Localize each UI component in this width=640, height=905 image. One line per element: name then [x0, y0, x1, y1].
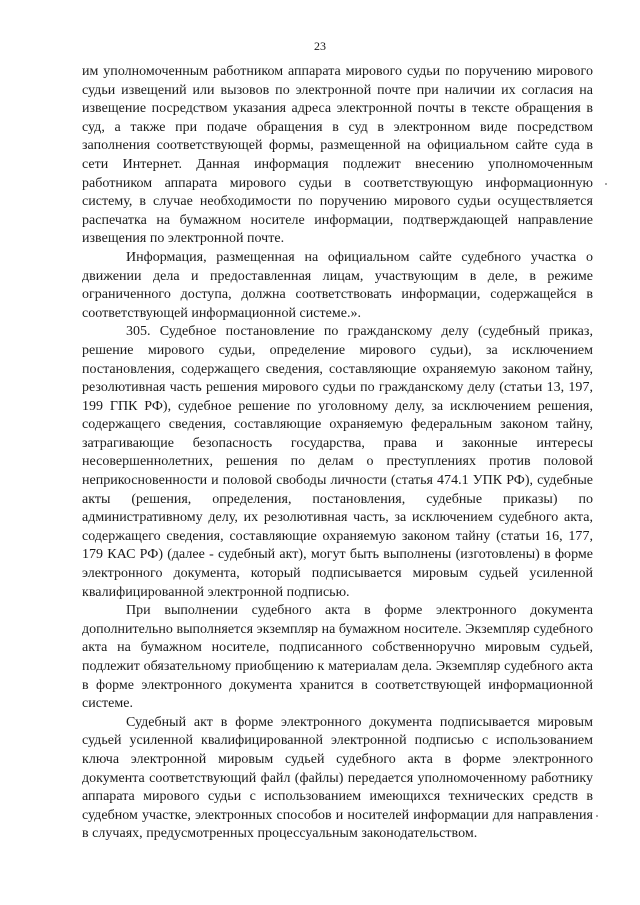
document-body: [82, 63, 593, 844]
paragraph-site-information: Информация, размещенная на официальном сайте судебного участка о движении дела и предоставленная лицам, участвующим в деле, в режиме ограниченного доступа, должна соответствовать информации, содержащейся в соответствующей информационной системе.».: [82, 249, 593, 321]
paragraph-electronic-signing: Судебный акт в форме электронного документа подписывается мировым судьей усиленной квалифицированной электронной подписью с использованием ключа электронной мировым судьей судебного акта в форме электронного документа соответствующий файл (файлы) передается уполномоченному работнику аппарата мирового судьи с использованием имеющихся технических средств в судебном участке, электронных способов и носителей информации для направления в случаях, предусмотренных процессуальным законодательством.: [82, 714, 593, 842]
paragraph-continuation: им уполномоченным работником аппарата мирового судьи по поручению мирового судьи извещений или вызовов по электронной почте при наличии их согласия на извещение посредством указания адреса электронной почты в тексте обращения в суд, а также при подаче обращения в суд в электронном виде посредством заполнения соответствующей формы, размещенной на официальном сайте суда в сети Интернет. Данная информация подлежит внесению уполномоченным работником аппарата мирового судьи в соответствующую информационную систему, в случае необходимости по поручению мирового судьи осуществляется распечатка на бумажном носителе информации, подтверждающей направление извещения по электронной почте.: [82, 64, 593, 247]
page-number: 23: [314, 39, 326, 53]
scan-speck-mark: [605, 183, 607, 185]
scan-speck-mark: [596, 815, 598, 817]
paragraph-paper-copy: При выполнении судебного акта в форме электронного документа дополнительно выполняется экземпляр на бумажном носителе. Экземпляр судебного акта на бумажном носителе, подписанного собственноручно мировым судьей, подлежит обязательному приобщению к материалам дела. Экземпляр судебного акта в форме электронного документа хранится в соответствующей информационной системе.: [82, 603, 593, 712]
paragraph-clause-305: 305. Судебное постановление по гражданскому делу (судебный приказ, решение мирового судьи, определение мирового судьи), за исключением постановления, содержащего сведения, составляющие охраняемую законом тайну, резолютивная часть решения мирового судьи по гражданскому делу (статьи 13, 197, 199 ГПК РФ), судебное решение по уголовному делу, за исключением решения, содержащего сведения, составляющие охраняемую федеральным законом тайну, затрагивающие безопасность государства, права и законные интересы несовершеннолетних, решения по делам о преступлениях против половой неприкосновенности и половой свободы личности (статья 474.1 УПК РФ), судебные акты (решения, определения, постановления, судебные приказы) по административному делу, их резолютивная часть, за исключением судебного акта, содержащего сведения, составляющие охраняемую законом тайну (статьи 16, 177, 179 КАС РФ) (далее - судебный акт), могут быть выполнены (изготовлены) в форме электронного документа, который подписывается мировым судьей усиленной квалифицированной электронной подписью.: [82, 324, 593, 600]
